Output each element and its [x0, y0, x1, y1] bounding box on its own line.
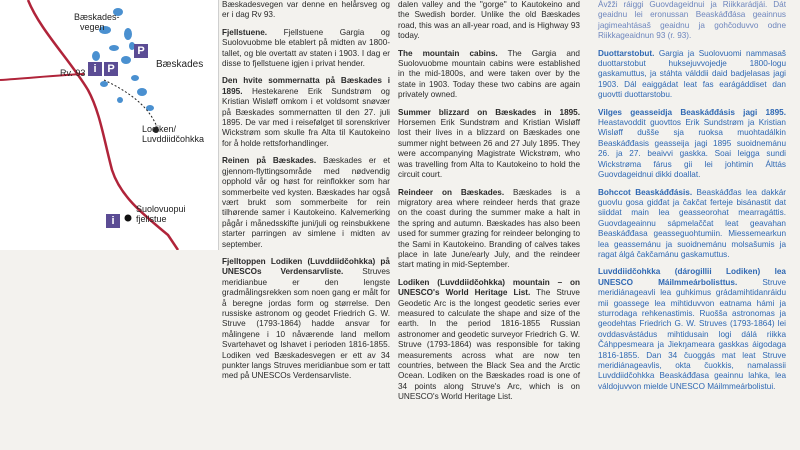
column-sami [598, 0, 786, 399]
no-heading-2: Den hvite sommernatta på Bæskades i 1895. [222, 76, 390, 96]
no-section-3 [222, 156, 390, 250]
se-body-3: Beaskáđđas lea dakkár guovlu gosa gidđat ja čakčat ferteje bisánastit dat siiddat main lea geasseorohat mearragáttis. Guovdageainnu sápmelaččat leat geavahan Beaskáđđasa geasseguohtumiin. Miessemearkun lea geassemánu ja suoidnemánu molsašumis ja ragat álgá čakčamánu gaskamuttus. [598, 187, 786, 259]
no-body-3: Bæskades er et gjennom-flyttingsområde med nødvendig opphold vår og høst for reinflokker som har sommerbeite ved kysten. Bæskades har også vært brukt som sommerbeite for rein tilhørende samer i Kautokeino. Kalvemerking pågår i månedsskifte juni/juli og reinsbukkene starter parringen av simlene i midten av september. [222, 156, 390, 249]
en-heading-2: Summer blizzard on Bæskades in 1895. [398, 107, 580, 117]
trail [104, 80, 158, 130]
en-body-3: Bæskades is a migratory area where reindeer herds that graze on the coast during the summer make a halt in the spring and autumn. Bæskades has also been used for summer grazing for reindeer belonging to the Sami in Kautokeino. Branding of calves takes place in late June/early July, and the reindeer start mating in mid-September. [398, 187, 580, 270]
no-section-4 [222, 257, 390, 382]
en-body-2: Horsemen Erik Sundstrøm and Kristian Wisløff lost their lives in a blizzard on Bæskades one summer night between 26 and 27 July 1895. They were accompanying Magistrate Wickstrøm, who was travelling from Alta to Kautokeino to hold the circuit court. [398, 118, 580, 180]
map-label-luvddiid: Luvddiidčohkka [142, 134, 205, 144]
en-section-1 [398, 49, 580, 101]
en-section-3 [398, 188, 580, 271]
en-body-4: The Struve Geodetic Arc is the longest geodetic series ever measured to calculate the shape and size of the earth. In the period 1816-1855 Russian astronomer and geodetic surveyor Friedrich G. W. Struve (1793-1864) was responsible for taking measurements across what are now ten countries, between the Black Sea and the Arctic Ocean. Lodiken on the Bæskades road is one of 34 points along Struve's Arc, which is on UNESCO's World Heritage List. [398, 288, 580, 402]
se-heading-3: Bohccot Beaskáđđásis. [598, 187, 693, 197]
en-intro: dalen valley and the "gorge" to Kautokeino and the Swedish border. Unlike the old Bæskades road, this was an all-year road, and is Highway 93 today. [398, 0, 580, 41]
se-section-2 [598, 108, 786, 181]
se-body-2: Heastavoddit guovttos Erik Sundstrøm ja Kristian Wisløff dušše sja ruoksa muohtadálkin Beaskáđđasis geasseija jagi 1895 suoidnemánu 26. ja 27. beaivvi gaskka. Soai leigga sundi Wickstrøma fárus gii lei johtimin Álttás Guovdageidnui dikki doallat. [598, 118, 786, 180]
en-heading-1: The mountain cabins. [398, 48, 498, 58]
map-label-rv93: Rv. 93 [60, 68, 86, 78]
map-label-fjellstue: fjellstue [136, 214, 167, 224]
parking-icon: P [134, 44, 148, 58]
column-english [398, 0, 580, 410]
no-heading-4: Fjelltoppen Lodiken (Luvddiidčohkka) på UNESCOs Verdensarvliste. [222, 256, 390, 277]
map-label-suolo: Suolovuopui [136, 204, 186, 214]
map-label-vegen: vegen [80, 22, 105, 32]
en-heading-4: Lodiken (Luvddiidčohkka) mountain – on UNESCO's World Heritage List. [398, 277, 580, 298]
se-section-3 [598, 188, 786, 261]
no-heading-1: Fjellstuene. [222, 27, 268, 37]
route-map [0, 0, 219, 250]
se-section-1 [598, 49, 786, 101]
en-body-1: The Gargia and Suolovuobme mountain cabins were established in the mid-1800s, and were taken over by the state in 1903. Today these two cabins are again privately owned. [398, 48, 580, 100]
info-icon: i [88, 62, 102, 76]
no-intro: Bæskadesvegen var denne en helårsveg og er i dag Rv 93. [222, 0, 390, 20]
en-section-2 [398, 108, 580, 181]
map-label-lodiken: Lodiken/ [142, 124, 177, 134]
no-section-2 [222, 76, 390, 149]
map-label-town: Bæskades- [74, 12, 120, 22]
info-icon-2: i [106, 214, 120, 228]
se-body-4: Struve meridiánageavli lea guhkimus grádamihtidanráidu mii goassege lea mihtiduvvon eatnama hámi ja sturrodaga rehkenastimis. Ruošša astronomas ja geodehtas Friedrich G. W. Struves (1793-1864) lei ovddasvástádus mihtidusain logi dálá riikka Čáhppesmeara ja Jiekŋameara gaskkas áigodaga 1816-1855. Dan 34 čuoggás mat leat Struve meridiánageavlis, okta čuokkis, namalassii Luvddiidčohkka Beaskáđđasa geainnu lahka, lea váldojuvvon mielde UNESCO Máilmmeárbolistui. [598, 277, 786, 391]
no-body-4: Struves meridianbue er den lengste gradmålingsrekken som noen gang er målt for å beregne jordas form og størrelse. Den russiske astronom og geodet Friedrich G. W. Struve (1793-1864) hadde ansvar for målingene i 10 nåværende land mellom Svartehavet og Ishavet i perioden 1816-1855. Lodiken ved Bæskadesvegen er ett av 34 punkter langs Struves meridianbue som er tatt med på UNESCOs Verdensarvliste. [222, 267, 390, 381]
en-heading-3: Reindeer on Bæskades. [398, 187, 505, 197]
suolovuopui-marker [125, 215, 132, 222]
column-norwegian [222, 0, 390, 389]
no-body-2: Hestekarene Erik Sundstrøm og Kristian Wisløff omkom i et voldsomt snøvær på Bæskades sommernatten til den 27. juli 1895. De var med i reisefølget til sorenskriver Wickstrøm som skulle fra Alta til Kautokeino for å holde rettsforhandlinger. [222, 86, 390, 148]
map-label-baeskades: Bæskades [156, 59, 204, 70]
no-body-1: Fjellstuene Gargia og Suolovuobme ble etablert på midten av 1800-tallet, og ble overtatt av staten i 1903. I dag er disse to fjellstuene igjen i privat hender. [222, 27, 390, 69]
parking-icon-2: P [104, 62, 118, 76]
se-intro: Ávžži ráiggi Guovdageidnui ja Riikkarádjái. Dát geaidnu lei eronussan Beaskáđđása geainnus jagimeahtásaš geaidnu ja gohčoduvvo odne Riikkageaidnun 93 (r. 93). [598, 0, 786, 41]
no-heading-3: Reinen på Bæskades. [222, 156, 317, 166]
se-body-1: Gargia ja Suolovuomi nammasaš duottarstobut huksejuvvojedje 1800-logu gaskamuttus, ja stáhta válddii daid badjelasas jagi 1903. Dál eaiggádat leat fas earágáddiset dan guovtti duottarstobu. [598, 48, 786, 100]
se-heading-1: Duottarstobut. [598, 48, 655, 58]
no-section-1 [222, 28, 390, 70]
se-section-4 [598, 267, 786, 392]
se-heading-2: Vilges geasseidja Beaskáđđásis jagi 1895. [598, 107, 786, 117]
en-section-4 [398, 278, 580, 403]
se-heading-4: Luvddiidčohkka (dárogillii Lodiken) lea UNESCO Máilmmeárbolisttus. [598, 267, 786, 287]
